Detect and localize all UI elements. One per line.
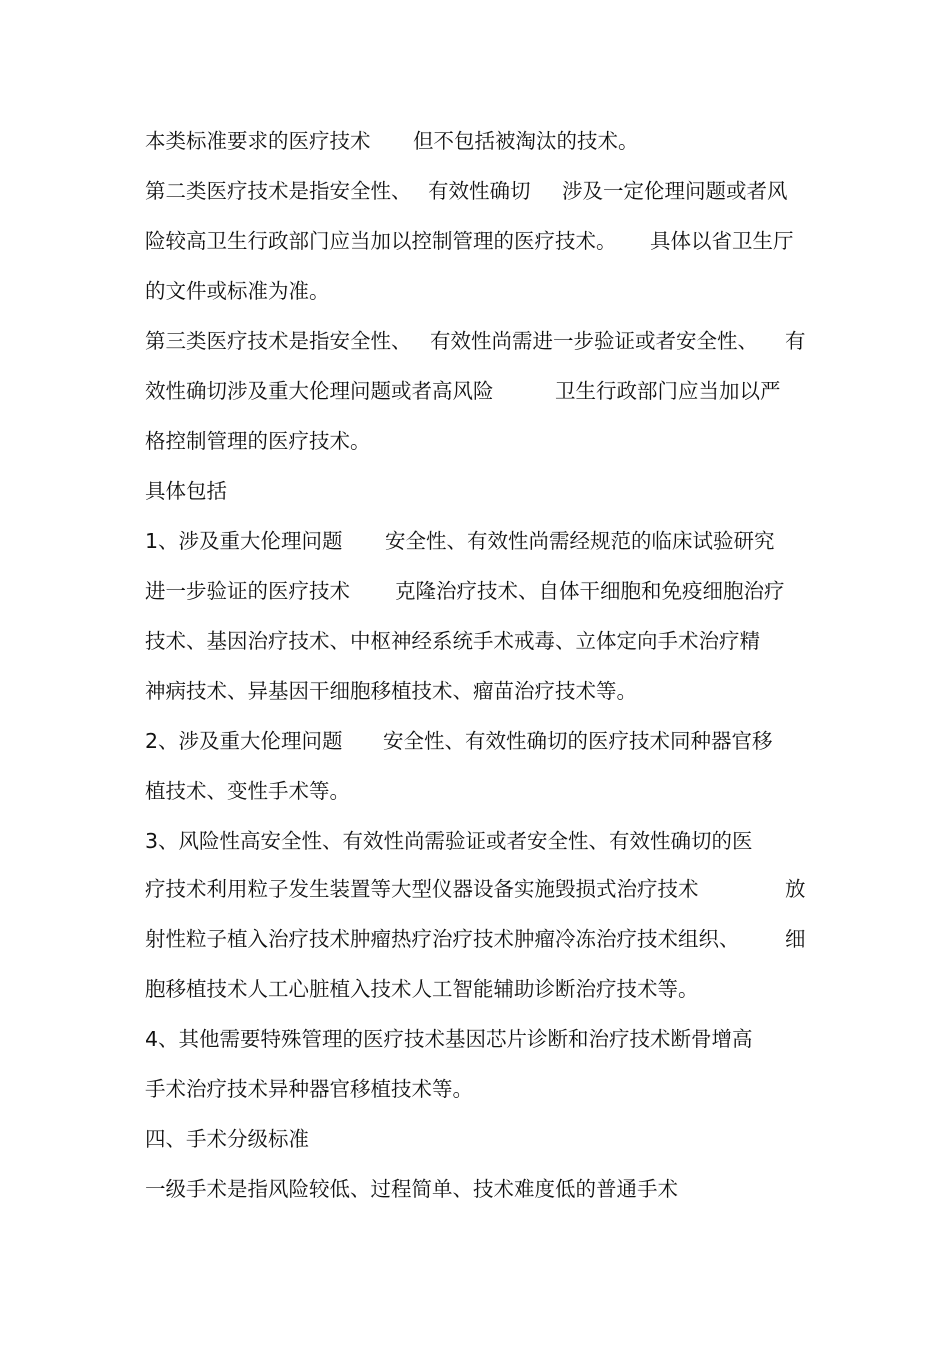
text-line-5 xyxy=(145,324,815,358)
text-line-6 xyxy=(145,374,815,408)
text-segment: 本类标准要求的医疗技术 xyxy=(145,129,371,153)
text-segment: 手术治疗技术异种器官移植技术等。 xyxy=(145,1077,473,1101)
text-segment: 有 xyxy=(785,329,806,353)
text-segment: 细 xyxy=(785,927,806,951)
text-segment: 但不包括被淘汰的技术。 xyxy=(413,129,639,153)
text-line-13 xyxy=(145,724,815,758)
text-segment: 疗技术利用粒子发生装置等大型仪器设备实施毁损式治疗技术 xyxy=(145,877,699,901)
text-segment: 1、涉及重大伦理问题 xyxy=(145,529,343,553)
text-line-14 xyxy=(145,774,815,808)
text-segment: 险较高卫生行政部门应当加以控制管理的医疗技术。 xyxy=(145,229,617,253)
text-line-22 xyxy=(145,1172,815,1206)
text-segment: 植技术、变性手术等。 xyxy=(145,779,350,803)
text-segment: 安全性、有效性尚需经规范的临床试验研究 xyxy=(385,529,775,553)
text-segment: 格控制管理的医疗技术。 xyxy=(145,429,371,453)
text-line-8 xyxy=(145,474,815,508)
text-segment: 效性确切涉及重大伦理问题或者高风险 xyxy=(145,379,494,403)
text-segment: 具体包括 xyxy=(145,479,227,503)
text-line-2 xyxy=(145,174,815,208)
text-line-11 xyxy=(145,624,815,658)
text-segment: 安全性、有效性确切的医疗技术同种器官移 xyxy=(383,729,773,753)
text-segment: 具体以省卫生厅 xyxy=(650,229,794,253)
text-segment: 4、其他需要特殊管理的医疗技术基因芯片诊断和治疗技术断骨增高 xyxy=(145,1027,753,1051)
text-segment: 胞移植技术人工心脏植入技术人工智能辅助诊断治疗技术等。 xyxy=(145,977,699,1001)
text-segment: 技术、基因治疗技术、中枢神经系统手术戒毒、立体定向手术治疗精 xyxy=(145,629,760,653)
text-line-17 xyxy=(145,922,815,956)
text-line-21 xyxy=(145,1122,815,1156)
text-line-3 xyxy=(145,224,815,258)
text-line-9 xyxy=(145,524,815,558)
text-segment: 射性粒子植入治疗技术肿瘤热疗治疗技术肿瘤冷冻治疗技术组织、 xyxy=(145,927,740,951)
text-segment: 有效性确切 xyxy=(428,179,531,203)
text-line-18 xyxy=(145,972,815,1006)
text-line-16 xyxy=(145,872,815,906)
text-segment: 神病技术、异基因干细胞移植技术、瘤苗治疗技术等。 xyxy=(145,679,637,703)
text-segment: 2、涉及重大伦理问题 xyxy=(145,729,343,753)
text-line-4 xyxy=(145,274,815,308)
text-segment: 克隆治疗技术、自体干细胞和免疫细胞治疗 xyxy=(395,579,785,603)
text-line-20 xyxy=(145,1072,815,1106)
text-segment: 放 xyxy=(785,877,806,901)
text-segment: 一级手术是指风险较低、过程简单、技术难度低的普通手术 xyxy=(145,1177,678,1201)
text-segment: 有效性尚需进一步验证或者安全性、 xyxy=(430,329,758,353)
text-segment: 的文件或标准为准。 xyxy=(145,279,330,303)
text-segment: 卫生行政部门应当加以严 xyxy=(555,379,781,403)
text-segment: 3、风险性高安全性、有效性尚需验证或者安全性、有效性确切的医 xyxy=(145,829,753,853)
text-line-19 xyxy=(145,1022,815,1056)
text-line-15 xyxy=(145,824,815,858)
text-line-12 xyxy=(145,674,815,708)
text-segment: 第三类医疗技术是指安全性、 xyxy=(145,329,412,353)
text-segment: 进一步验证的医疗技术 xyxy=(145,579,350,603)
section-heading: 四、手术分级标准 xyxy=(145,1127,309,1151)
text-segment: 涉及一定伦理问题或者风 xyxy=(562,179,788,203)
text-line-1 xyxy=(145,124,815,158)
text-line-7 xyxy=(145,424,815,458)
text-line-10 xyxy=(145,574,815,608)
text-segment: 第二类医疗技术是指安全性、 xyxy=(145,179,412,203)
